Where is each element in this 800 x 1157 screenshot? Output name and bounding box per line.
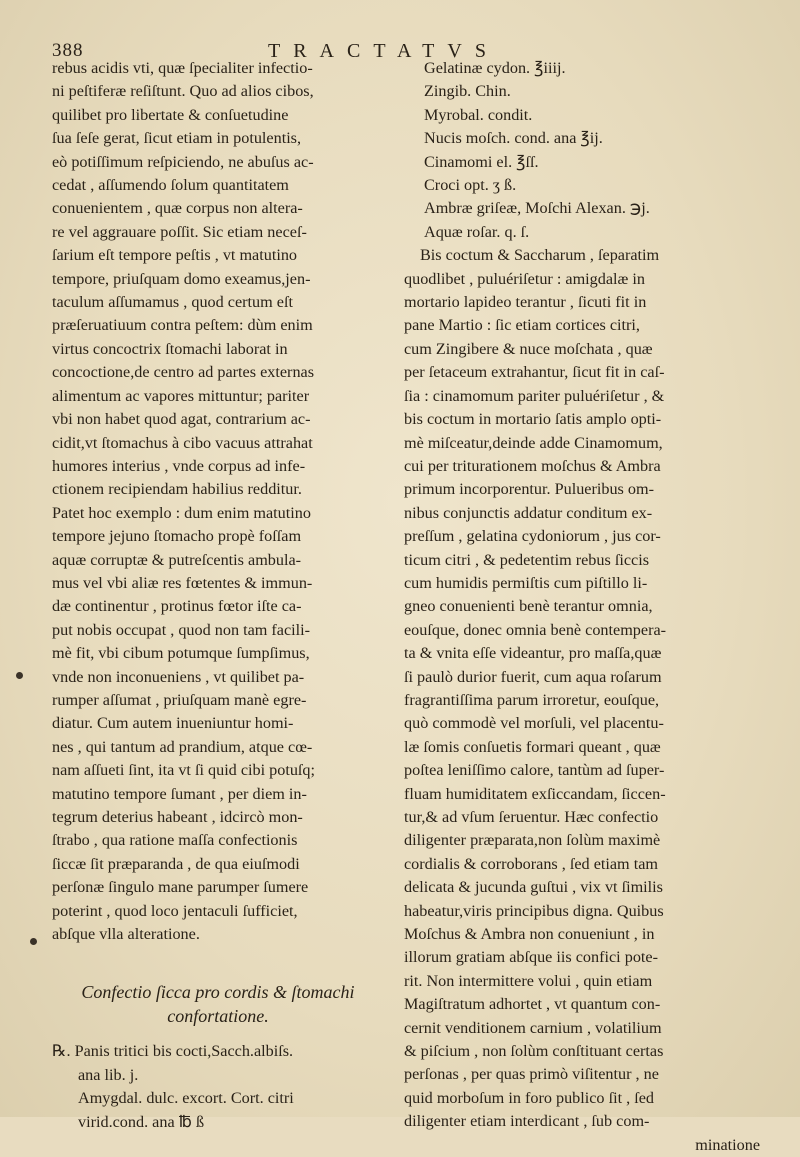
text-line: ticum citri , & pedetentim rebus ſiccis: [404, 550, 649, 569]
text-line: mè fit, vbi cibum potumque ſumpſimus,: [52, 644, 310, 663]
text-line: tur,& ad vſum ſeruentur. Hæc confectio: [404, 808, 659, 826]
text-line: cui per triturationem moſchus & Ambra: [404, 456, 661, 475]
text-line: nibus conjunctis addatur conditum ex-: [404, 503, 653, 522]
text-line: vbi non habet quod agat, contrarium ac-: [52, 410, 311, 429]
text-line: ſiccæ ſit præparanda , de qua eiuſmodi: [52, 854, 300, 873]
page-number: 388: [52, 40, 84, 61]
recipe-line: ana lib. j.: [78, 1065, 139, 1084]
right-paragraph: [404, 244, 760, 1133]
left-column: [52, 57, 384, 1134]
recipe-list-left: [52, 1040, 384, 1134]
recipe-line: Ambræ griſeæ, Moſchi Alexan. ℈j.: [424, 199, 650, 218]
recipe-line: Croci opt. ʒ ß.: [424, 176, 517, 195]
text-line: & piſcium , non ſolùm conſtituant certas: [404, 1042, 664, 1061]
text-line: gneo conuenienti benè terantur omnia,: [404, 597, 653, 616]
text-line: pane Martio : ſic etiam cortices citri,: [404, 316, 640, 335]
recipe-line: Cinamomi el. ℥ſſ.: [424, 152, 539, 171]
text-line: quilibet pro libertate & conſuetudine: [52, 105, 289, 124]
text-line: bis coctum in mortario ſatis amplo opti-: [404, 410, 662, 429]
text-line: diligenter præparata,non ſolùm maximè: [404, 831, 661, 850]
text-line: alimentum ac vapores mittuntur; pariter: [52, 386, 310, 405]
recipe-line: Amygdal. dulc. excort. Cort. citri: [78, 1089, 294, 1108]
recipe-line: Gelatinæ cydon. ℥iiij.: [424, 59, 566, 77]
text-line: Bis coctum & Saccharum , ſeparatim: [420, 246, 660, 265]
text-line: tempore jejuno ſtomacho propè foſſam: [52, 527, 302, 546]
text-line: habeatur,viris principibus digna. Quibus: [404, 901, 664, 920]
text-line: Patet hoc exemplo : dum enim matutino: [52, 503, 311, 522]
text-line: Magiſtratum adhortet , vt quantum con-: [404, 995, 661, 1014]
text-line: eouſque, donec omnia benè contempera-: [404, 620, 667, 639]
text-line: put nobis occupat , quod non tam facili-: [52, 620, 311, 639]
text-line: quò commodè vel morſuli, vel placentu-: [404, 714, 664, 733]
text-line: cedat , aſſumendo ſolum quantitatem: [52, 176, 289, 195]
text-line: aquæ corruptæ & putreſcentis ambula-: [52, 550, 302, 569]
text-line: nes , qui tantum ad prandium, atque cœ-: [52, 737, 313, 756]
text-line: diligenter etiam interdicant , ſub com-: [404, 1112, 650, 1131]
text-line: ſi paulò durior fuerit, cum aqua roſarum: [404, 667, 662, 686]
text-line: cum humidis permiſtis cum piſtillo li-: [404, 573, 648, 592]
text-line: illorum gratiam abſque iis confici pote-: [404, 948, 658, 967]
text-line: mè miſceatur,deinde adde Cinamomum,: [404, 433, 663, 452]
text-line: ſtrabo , qua ratione maſſa confectionis: [52, 831, 298, 850]
text-line: ſarium eſt tempore peſtis , vt matutino: [52, 246, 298, 265]
text-line: tegrum deterius habeant , idcircò mon-: [52, 808, 303, 826]
text-line: cernit venditionem carnium , volatilium: [404, 1018, 662, 1037]
recipe-line: Aquæ roſar. q. ſ.: [424, 222, 530, 241]
text-line: fragrantiſſima parum irroretur, eouſque,: [404, 690, 660, 709]
text-line: taculum aſſumamus , quod certum eſt: [52, 293, 293, 312]
section-title: Confectio ſicca pro cordis & ſtomachi: [81, 982, 355, 1003]
running-title: TRACTATVS: [268, 40, 499, 62]
text-line: cum Zingibere & nuce moſchata , quæ: [404, 339, 653, 358]
text-line: per ſetaceum extrahantur, ſicut fit in caſ-: [404, 363, 665, 382]
text-line: perſonæ ſingulo mane parumper ſumere: [52, 878, 309, 897]
recipe-list-right: [404, 57, 760, 244]
text-line: preſſum , gelatina cydoniorum , jus cor-: [404, 527, 661, 546]
text-line: nam aſſueti ſint, ita vt ſi quid cibi potuſq;: [52, 761, 316, 780]
text-line: ni peſtiferæ reſiſtunt. Quo ad alios cibos,: [52, 82, 314, 101]
text-line: eò potiſſimum reſpiciendo, ne abuſus ac-: [52, 152, 314, 171]
text-line: abſque vlla alteratione.: [52, 925, 200, 944]
right-column: [404, 57, 760, 1157]
text-line: matutino tempore ſumant , per diem in-: [52, 784, 307, 803]
text-line: perſonas , per quas primò viſitentur , ne: [404, 1065, 659, 1084]
recipe-line: Nucis moſch. cond. ana ℥ij.: [424, 129, 603, 148]
text-line: vnde non inconueniens , vt quilibet pa-: [52, 667, 305, 686]
recipe-line: Myrobal. condit.: [424, 105, 533, 124]
text-line: quid morboſum in foro publico ſit , ſed: [404, 1088, 654, 1107]
text-line: quodlibet , puluériſetur : amigdalæ in: [404, 269, 645, 288]
left-paragraph: [52, 57, 384, 946]
text-line: ctionem recipiendam habilius redditur.: [52, 480, 302, 499]
text-line: cidit,vt ſtomachus à cibo vacuus attrahat: [52, 433, 313, 452]
recipe-line: virid.cond. ana ℔ ß: [78, 1112, 205, 1131]
text-line: rit. Non intermittere volui , quin etiam: [404, 971, 653, 990]
text-line: mortario lapideo terantur , ſicuti fit in: [404, 293, 647, 312]
text-line: rumper aſſumat , priuſquam manè egre-: [52, 690, 307, 709]
text-line: tempore, priuſquam domo exeamus,jen-: [52, 269, 311, 288]
text-line: ſua ſeſe gerat, ſicut etiam in potulentis,: [52, 129, 302, 148]
text-line: læ ſomis conſuetis formari queant , quæ: [404, 737, 661, 756]
text-line: Moſchus & Ambra non conueniunt , in: [404, 925, 655, 944]
text-line: cordialis & corroborans , ſed etiam tam: [404, 854, 658, 873]
text-line: concoctione,de centro ad partes externas: [52, 363, 315, 382]
recipe-line: ℞. Panis tritici bis cocti,Sacch.albiſs.: [52, 1042, 294, 1061]
text-line: mus vel vbi aliæ res fœtentes & immun-: [52, 573, 313, 592]
text-line: diatur. Cum autem inueniuntur homi-: [52, 714, 294, 733]
text-line: re vel aggrauare poſſit. Sic etiam neceſ-: [52, 222, 307, 241]
margin-dot-mark: [16, 672, 23, 679]
text-line: conuenientem , quæ corpus non altera-: [52, 199, 303, 218]
text-line: fluam humiditatem exſiccandam, ſiccen-: [404, 784, 666, 803]
text-line: præſeruatiuum contra peſtem: dùm enim: [52, 316, 313, 335]
text-line: poterint , quod loco jentaculi ſufficiet,: [52, 901, 298, 920]
text-line: ta & vnita eſſe videantur, pro maſſa,quæ: [404, 644, 662, 663]
text-line: ſia : cinamomum pariter puluériſetur , &: [404, 386, 665, 405]
text-line: dæ continentur , protinus fœtor iſte ca-: [52, 597, 302, 616]
text-line: rebus acidis vti, quæ ſpecialiter infectio-: [52, 59, 313, 77]
recipe-line: Zingib. Chin.: [424, 82, 511, 101]
text-line: primum incorporentur. Pulueribus om-: [404, 480, 654, 499]
text-line: poſtea leniſſimo calore, tantùm ad ſuper-: [404, 761, 665, 780]
section-title-continued: confortatione.: [167, 1006, 269, 1027]
text-line: humores interius , vnde corpus ad infe-: [52, 456, 306, 475]
margin-dot-mark: [30, 938, 37, 945]
text-line: delicata & jucunda guſtui , vix vt ſimilis: [404, 878, 663, 897]
text-line: virtus concoctrix ſtomachi laborat in: [52, 339, 288, 358]
catchword: minatione: [695, 1135, 760, 1154]
